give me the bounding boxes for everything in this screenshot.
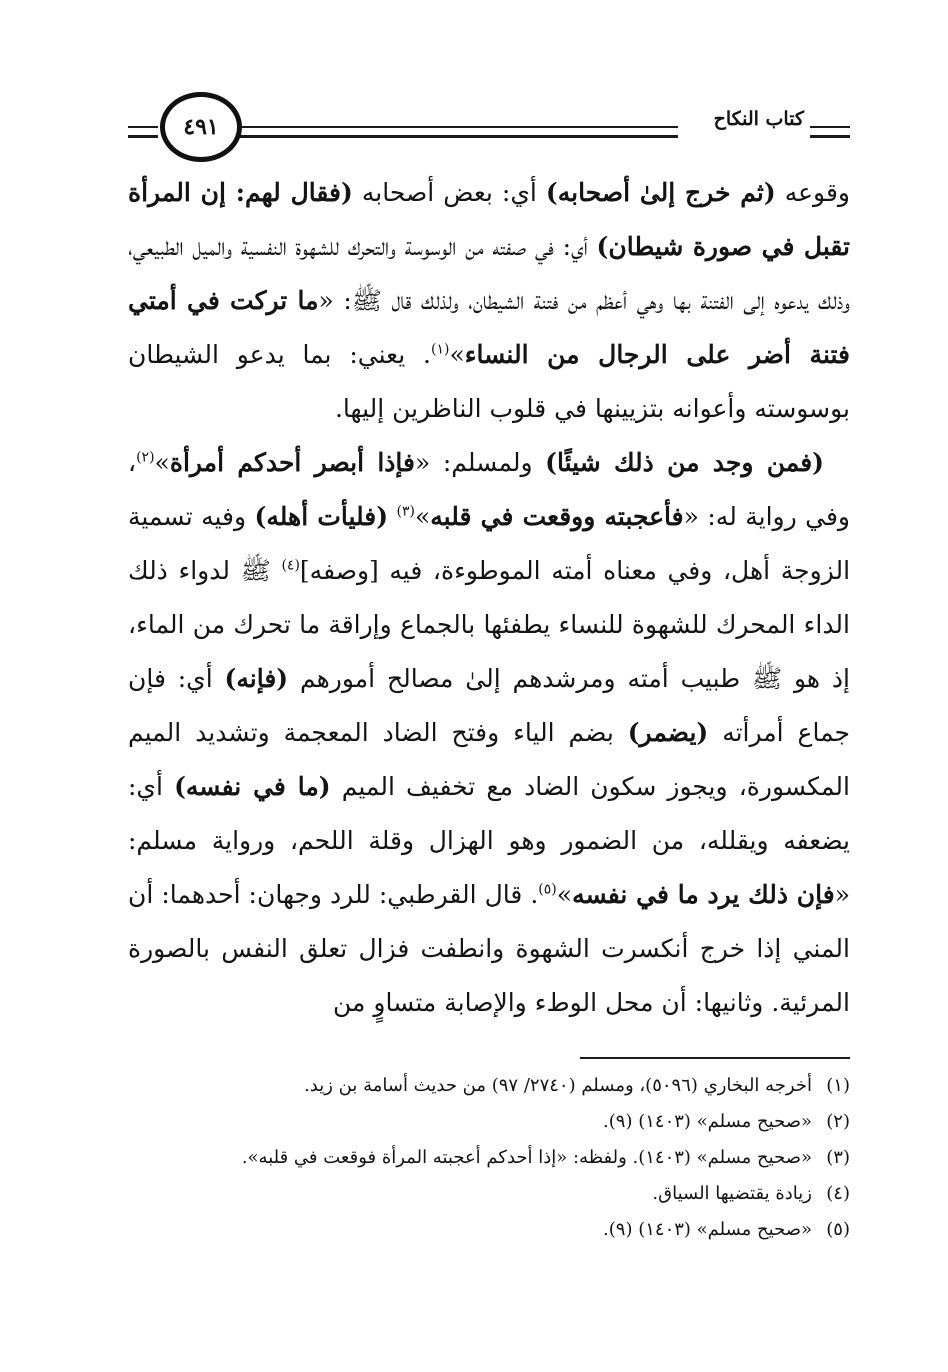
footnote-text: أخرجه البخاري (٥٠٩٦)، ومسلم (٢٧٤٠/ ٩٧) من حديث أسامة بن زيد. [304,1075,812,1096]
header-rule-right [810,126,850,138]
footnote-4 [150,1176,850,1212]
text-run: أي: بعض أصحابه [352,178,546,207]
text-run: وقوعه [775,178,850,207]
footnote-text: «صحيح مسلم» (١٤٠٣). ولفظه: «إذا أحدكم أعجبته المرأة فوقعت في قلبه». [241,1147,812,1168]
text-run: ، وفي رواية له: « [128,448,850,531]
footnote-text: «صحيح مسلم» (١٤٠٣) (٩). [603,1219,812,1240]
bold-quote: (يضمر) [627,718,709,747]
header-rule-middle [236,126,678,138]
page-number-badge [160,92,242,162]
text-run: ولمسلم: « [415,448,546,477]
footnote-ref: (١) [430,341,450,358]
footnote-text: زيادة يقتضيها السياق. [652,1183,812,1204]
footnote-separator [580,1057,850,1059]
footnote-ref: (٢) [136,449,155,466]
main-text [128,166,850,1030]
text-run: ﷺ لدواء ذلك الداء المحرك للشهوة للنساء يطفئها بالجماع وإراقة ما تحرك من الماء، إذ هو ﷺ طبيب أمته ومرشدهم إلىٰ مصالح أمورهم [128,556,851,693]
footnote-number: (٢) [826,1111,850,1132]
page-header [128,88,850,174]
header-rule-left [128,126,158,138]
text-run: » [154,448,170,477]
paragraph-1 [128,166,850,436]
bold-quote: (فمن وجد من ذلك شيئًا) [545,448,824,477]
footnote-3 [150,1140,850,1176]
bold-quote: فأعجبته ووقعت في قلبه [430,502,684,531]
text-run: . قال القرطبي: للرد وجهان: أحدهما: أن المني إذا خرج أنكسرت الشهوة وانطفت فزال تعلق النفس بالصورة المرئية. وثانيها: أن محل الوطء والإصابة متساوٍ من [128,880,850,1017]
bold-quote: (فإنه) [224,664,289,693]
footnote-2 [150,1104,850,1140]
text-run: » [556,880,573,909]
text-run: أي: في صفته من الوسوسة والتحرك للشهوة النفسية والميل الطبيعي، وذلك يدعوه إلى الفتنة بها وهي أعظم من فتنة الشيطان، ولذلك قال ﷺ: « [128,232,850,315]
text-run: وفيه تسمية الزوجة أهل، وفي معناه أمته الموطوءة، فيه [وصفه] [128,502,851,585]
footnote-1 [150,1068,850,1104]
text-run [388,502,396,531]
footnote-5 [150,1212,850,1248]
footnote-ref: (٣) [396,503,415,520]
footnote-number: (٥) [826,1219,850,1240]
page-number: ٤٩١ [183,114,219,140]
text-run: بضم الياء وفتح الضاد المعجمة وتشديد الميم المكسورة، ويجوز سكون الضاد مع تخفيف الميم [128,718,850,801]
text-run: أي: يضعفه ويقلله، من الضمور وهو الهزال وقلة اللحم، ورواية مسلم: « [128,772,850,909]
footnote-ref: (٤) [281,557,300,574]
text-run: » [414,502,431,531]
bold-quote: (ثم خرج إلىٰ أصحابه) [545,178,776,207]
bold-quote: فإذا أبصر أحدكم أمرأة [169,448,415,477]
bold-quote: (فليأت أهله) [254,502,389,531]
book-title: كتاب النكاح [713,108,804,130]
text-run: . يعني: بما يدعو الشيطان بوسوسته وأعوانه بتزيينها في قلوب الناظرين إليها. [128,340,850,423]
text-run: » [449,340,465,369]
footnote-number: (٤) [826,1183,850,1204]
footnote-number: (١) [826,1075,850,1096]
footnote-text: «صحيح مسلم» (١٤٠٣) (٩). [603,1111,812,1132]
bold-quote: ما تركت في أمتي فتنة أضر على الرجال من النساء [128,286,850,369]
text-run: أي: فإن جماع أمرأته [128,664,850,747]
bold-quote: (فقال لهم: إن المرأة تقبل في صورة شيطان) [128,178,850,261]
footnotes-list [150,1068,850,1248]
bold-quote: (ما في نفسه) [174,772,331,801]
footnote-ref: (٥) [538,881,557,898]
bold-quote: فإن ذلك يرد ما في نفسه [572,880,835,909]
paragraph-2 [128,436,850,1030]
footnote-number: (٣) [826,1147,850,1168]
